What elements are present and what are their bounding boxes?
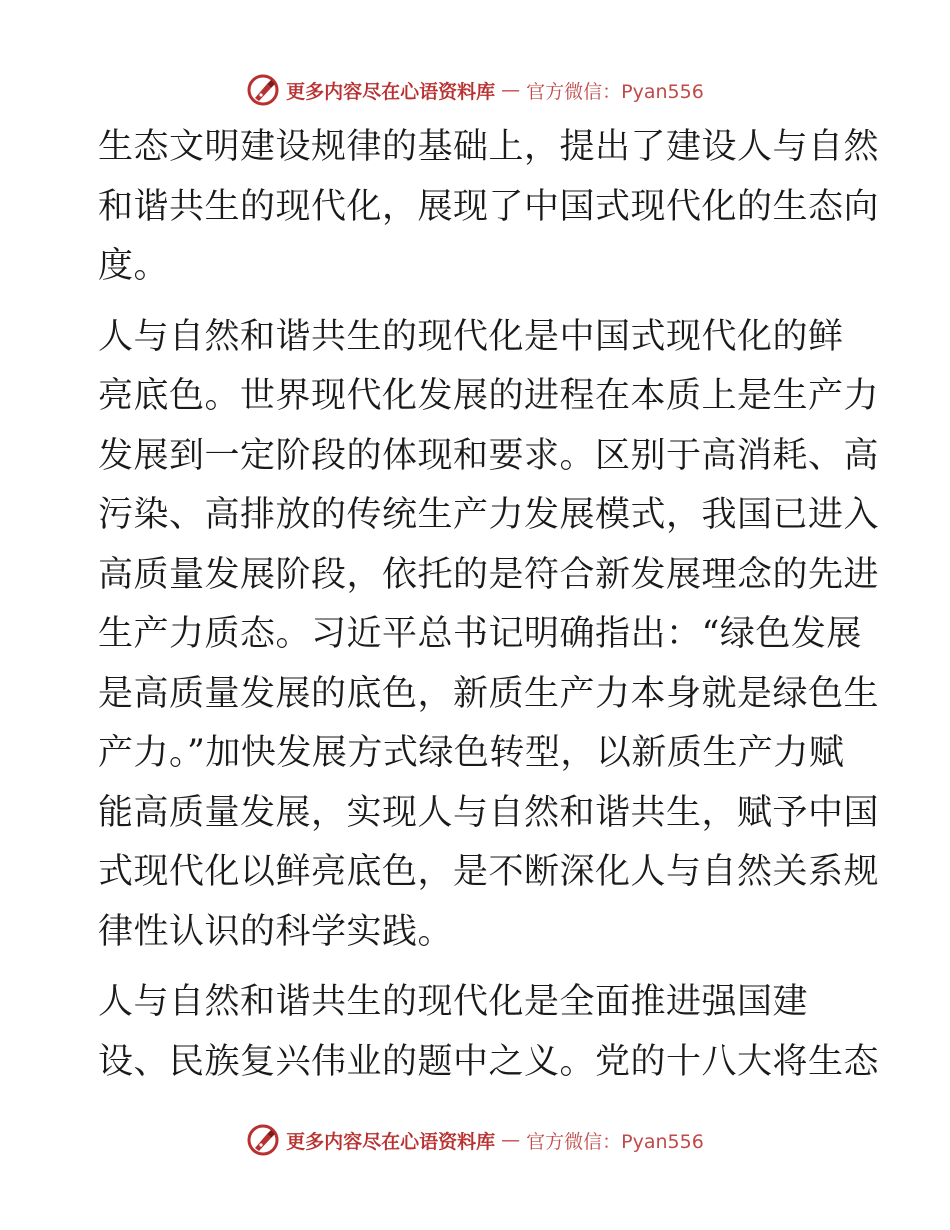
text-line: 污染、高排放的传统生产力发展模式，我国已进入 — [98, 495, 880, 535]
text-line: 亮底色。世界现代化发展的进程在本质上是生产力 — [98, 376, 880, 416]
text-line: 发展到一定阶段的体现和要求。区别于高消耗、高 — [98, 435, 880, 476]
paragraph — [98, 308, 880, 963]
text-line: 生态文明建设规律的基础上，提出了建设人与自然 — [98, 127, 880, 167]
text-line: 是高质量发展的底色，新质生产力本身就是绿色生 — [98, 673, 880, 714]
paragraph — [98, 118, 880, 297]
text-line: 生产力质态。习近平总书记明确指出：“绿色发展 — [98, 614, 862, 654]
watermark-wechat: 官方微信：Pyan556 — [526, 80, 704, 103]
watermark-text: 更多内容尽在心语资料库 — [286, 80, 496, 103]
pen-logo-icon — [246, 1123, 280, 1157]
watermark-separator: — — [501, 79, 521, 101]
text-line: 和谐共生的现代化，展现了中国式现代化的生态向 — [98, 186, 880, 227]
text-line: 人与自然和谐共生的现代化是中国式现代化的鲜 — [98, 316, 844, 357]
text-line: 度。 — [98, 246, 170, 286]
text-line: 能高质量发展，实现人与自然和谐共生，赋予中国 — [98, 792, 880, 833]
document-body — [98, 118, 880, 1092]
text-line: 式现代化以鲜亮底色，是不断深化人与自然关系规 — [98, 852, 880, 892]
header-watermark — [0, 70, 950, 110]
footer-watermark — [0, 1120, 950, 1160]
paragraph — [98, 973, 880, 1092]
text-line: 设、民族复兴伟业的题中之义。党的十八大将生态 — [98, 1041, 880, 1082]
watermark-separator: — — [501, 1129, 521, 1151]
text-line: 高质量发展阶段，依托的是符合新发展理念的先进 — [98, 554, 880, 595]
watermark-wechat: 官方微信：Pyan556 — [526, 1130, 704, 1153]
text-line: 律性认识的科学实践。 — [98, 911, 454, 952]
pen-logo-icon — [246, 73, 280, 107]
watermark-text: 更多内容尽在心语资料库 — [286, 1130, 496, 1153]
text-line: 人与自然和谐共生的现代化是全面推进强国建 — [98, 982, 809, 1022]
text-line: 产力。”加快发展方式绿色转型，以新质生产力赋 — [98, 733, 845, 773]
